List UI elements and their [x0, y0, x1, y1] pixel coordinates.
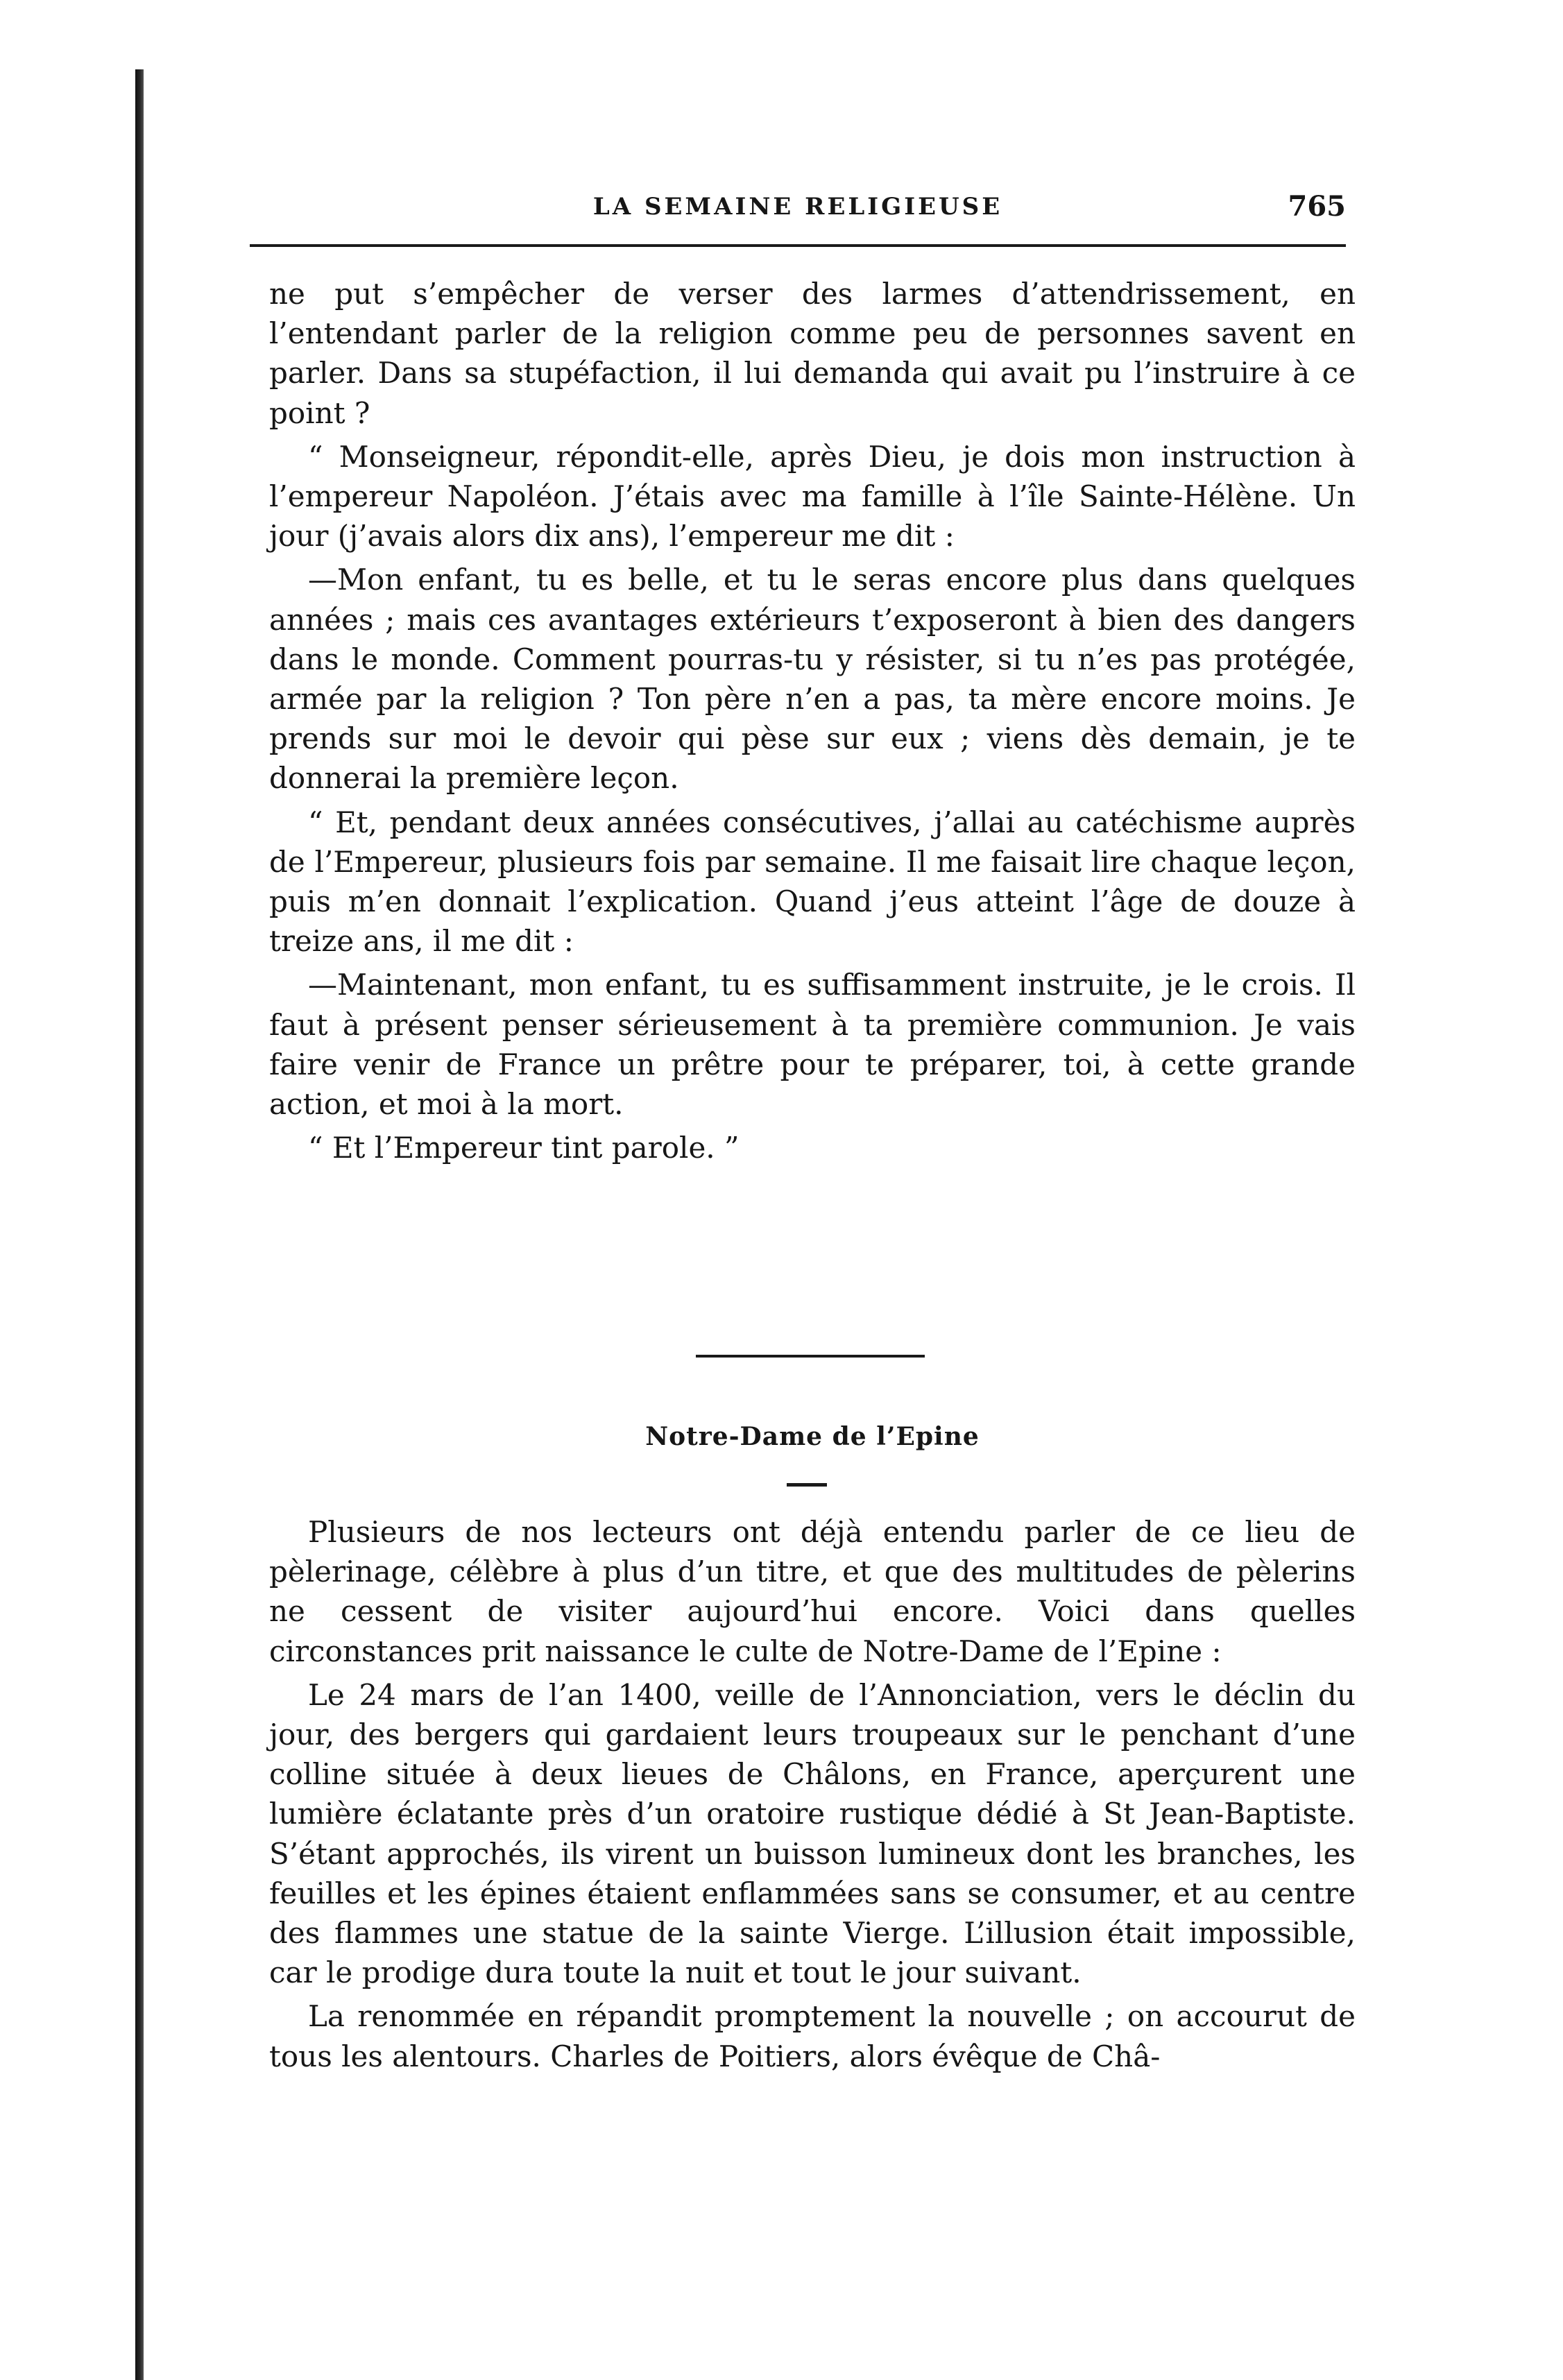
section-body — [269, 1512, 1356, 2076]
paragraph: Plusieurs de nos lecteurs ont déjà entendu parler de ce lieu de pèlerinage, célèbre à plus d’un titre, et que des multitudes de pèlerins ne cessent de visiter aujourd’hui encore. Voici dans quelles circonstances prit naissance le culte de Notre-Dame de l’Epine : — [269, 1515, 1356, 1668]
paragraph: “ Monseigneur, répondit-elle, après Dieu, je dois mon instruction à l’empereur Napoléon. J’étais avec ma famille à l’île Sainte-Hélène. Un jour (j’avais alors dix ans), l’empereur me dit : — [269, 439, 1356, 554]
paragraph: La renommée en répandit promptement la nouvelle ; on accourut de tous les alentours. Charles de Poitiers, alors évêque de Châ- — [269, 1999, 1356, 2073]
section-title: Notre-Dame de l’Epine — [645, 1422, 980, 1451]
title-dash — [787, 1483, 827, 1487]
paragraph: “ Et, pendant deux années consécutives, j’allai au catéchisme auprès de l’Empereur, plusieurs fois par semaine. Il me faisait lire chaque leçon, puis m’en donnait l’explication. Quand j’eus atteint l’âge de douze à treize ans, il me dit : — [269, 805, 1356, 959]
page-number: 765 — [1288, 190, 1346, 223]
dialogue-paragraph: —Mon enfant, tu es belle, et tu le seras encore plus dans quelques années ; mais ces avantages extérieurs t’exposeront à bien des dangers dans le monde. Comment pourras-tu y résister, si tu n’es pas protégée, armée par la religion ? Ton père n’en a pas, ta mère encore moins. Je prends sur moi le devoir qui pèse sur eux ; viens dès demain, je te donnerai la première leçon. — [269, 563, 1356, 796]
dialogue-paragraph: —Maintenant, mon enfant, tu es suffisamment instruite, je le crois. Il faut à présent penser sérieusement à ta première communion. Je vais faire venir de France un prêtre pour te préparer, toi, à cette grande action, et moi à la mort. — [269, 968, 1356, 1122]
article-continuation — [269, 274, 1356, 1167]
header-rule — [250, 244, 1346, 247]
book-binding-edge — [135, 69, 144, 2380]
running-title: LA SEMAINE RELIGIEUSE — [592, 193, 1003, 221]
closing-quote: “ Et l’Empereur tint parole. ” — [308, 1131, 740, 1165]
paragraph: ne put s’empêcher de verser des larmes d’attendrissement, en l’entendant parler de la religion comme peu de personnes savent en parler. Dans sa stupéfaction, il lui demanda qui avait pu l’instruire à ce point ? — [269, 277, 1356, 430]
paragraph: Le 24 mars de l’an 1400, veille de l’Annonciation, vers le déclin du jour, des bergers qui gardaient leurs troupeaux sur le penchant d’une colline située à deux lieues de Châlons, en France, aperçurent une lumière éclatante près d’un oratoire rustique dédié à St Jean-Baptiste. S’étant approchés, ils virent un buisson lumineux dont les branches, les feuilles et les épines étaient enflammées sans se consumer, et au centre des flammes une statue de la sainte Vierge. L’illusion était impossible, car le prodige dura toute la nuit et tout le jour suivant. — [269, 1677, 1356, 1990]
section-divider — [696, 1355, 925, 1358]
running-head — [250, 190, 1346, 234]
